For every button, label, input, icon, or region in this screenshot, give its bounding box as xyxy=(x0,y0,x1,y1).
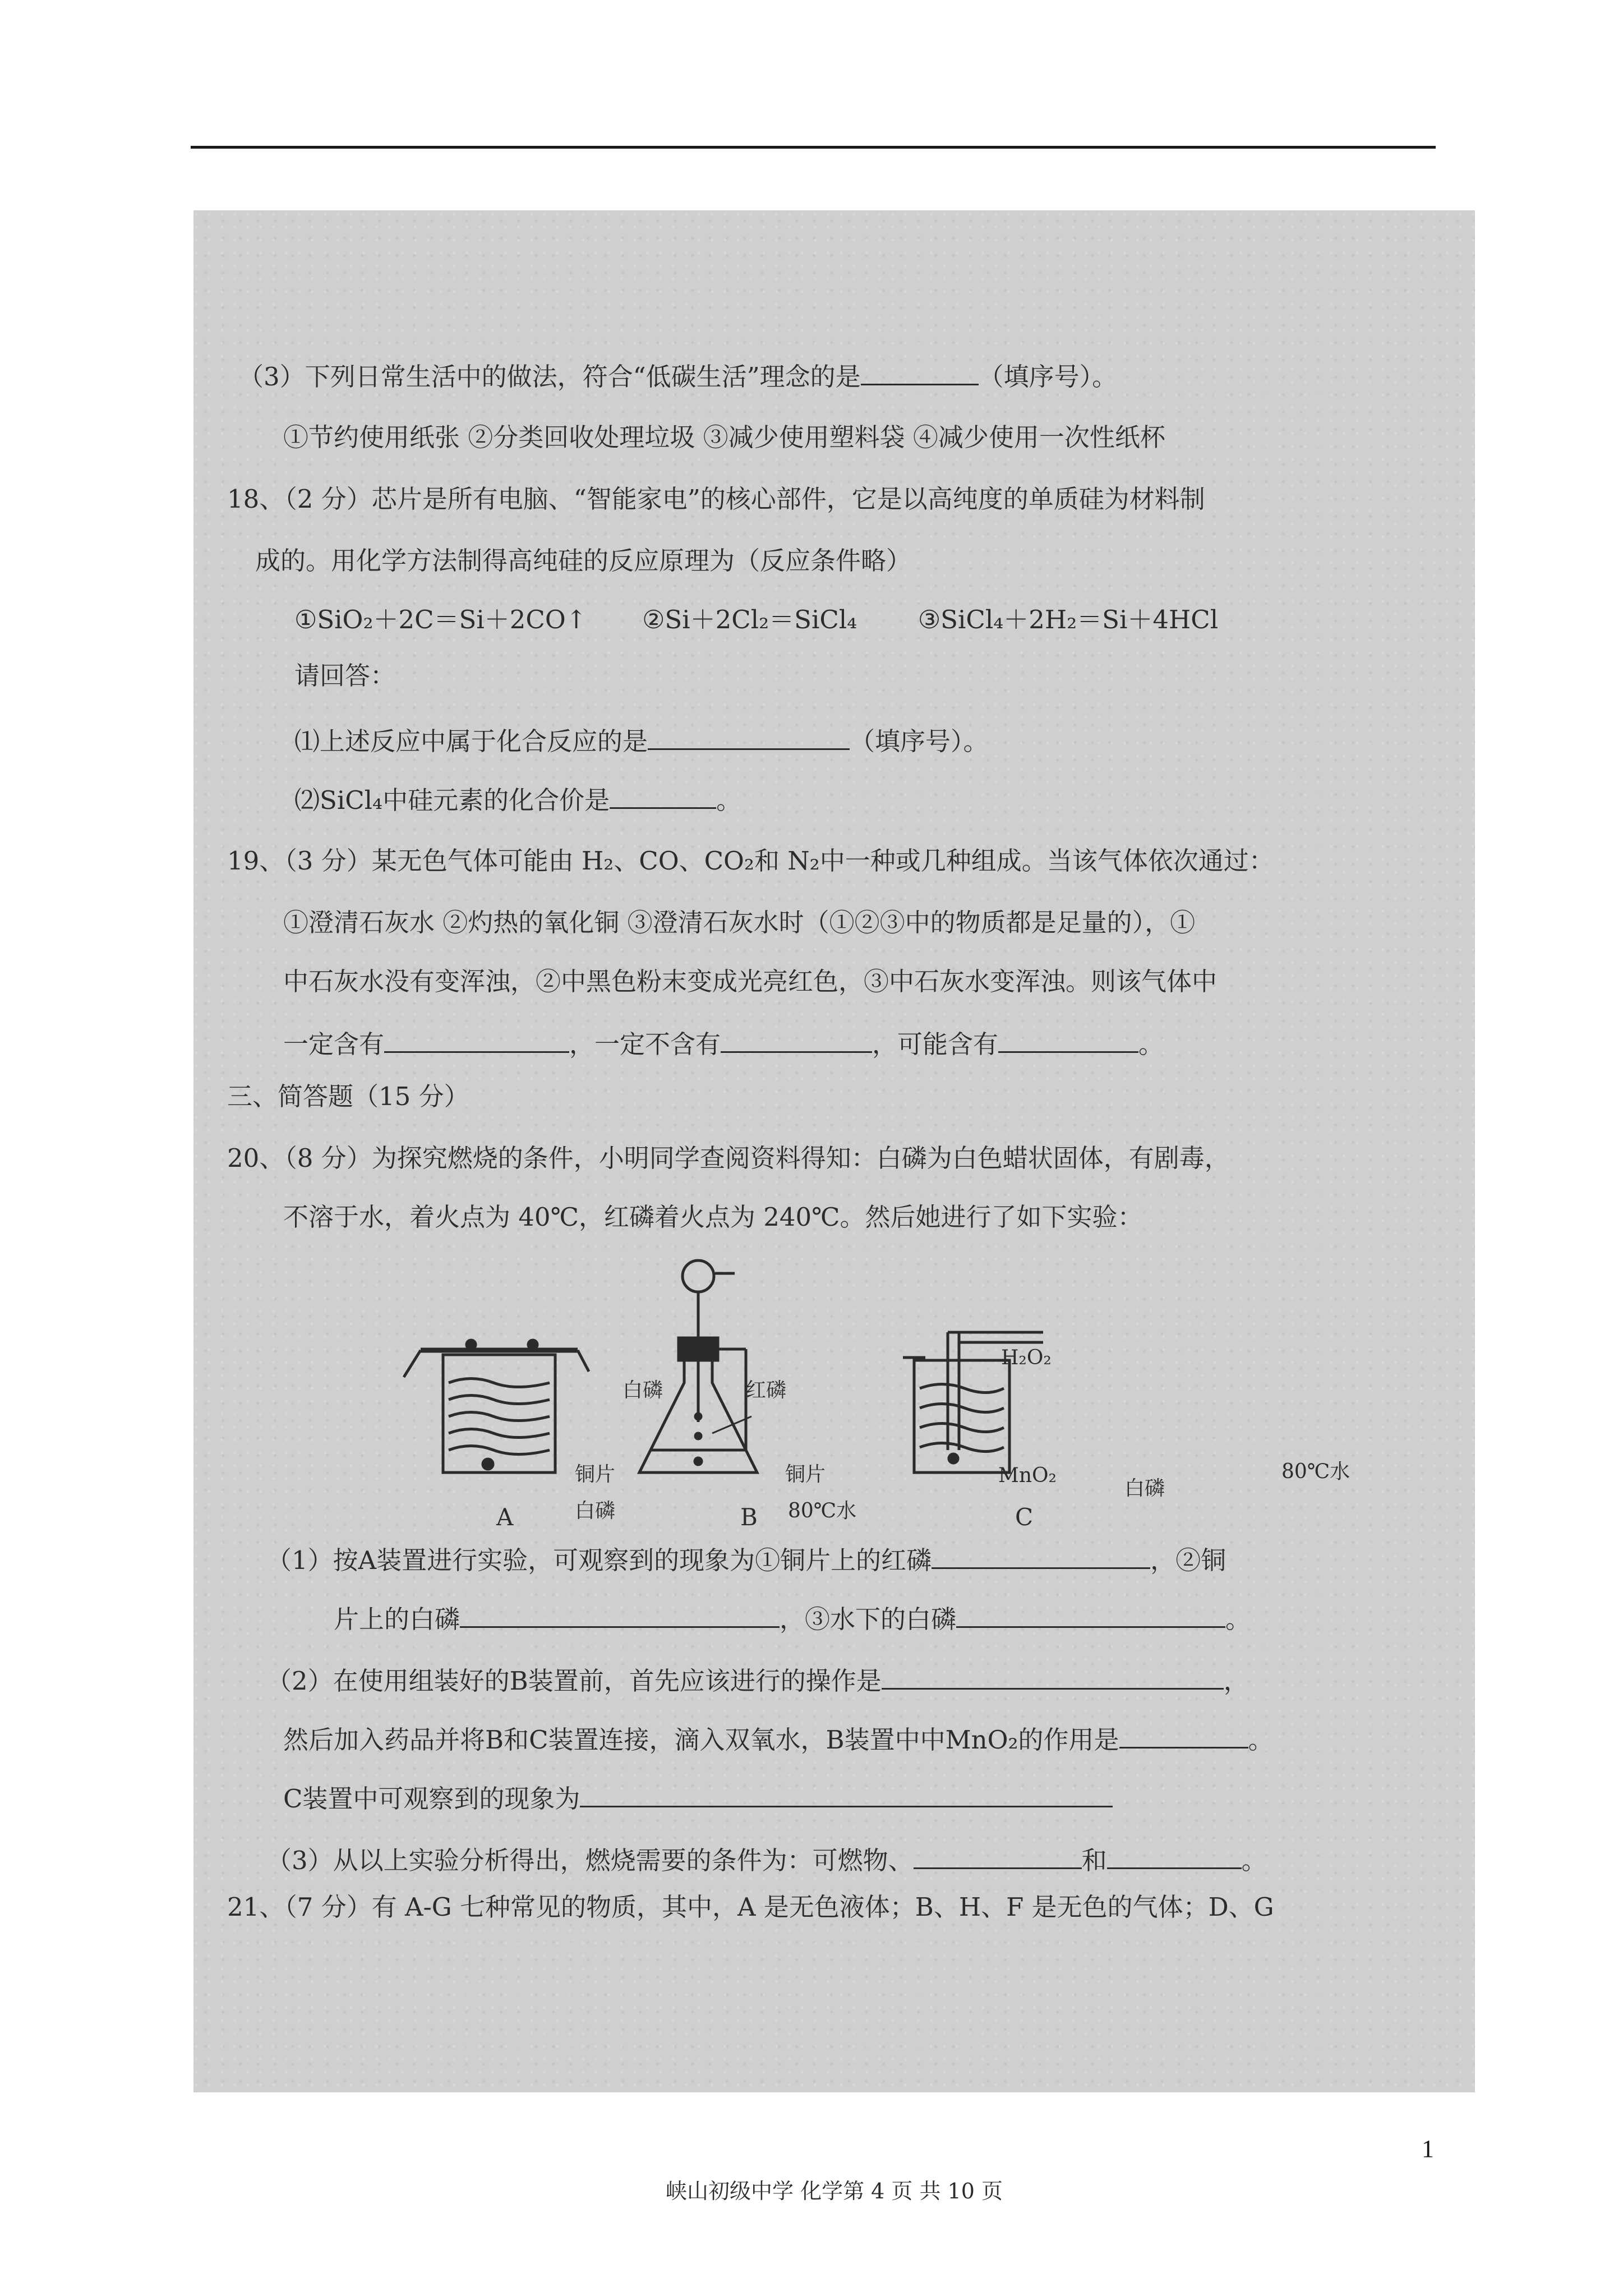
label-white-phosphorus-under: 白磷 xyxy=(575,1499,616,1522)
apparatus-b xyxy=(639,1260,757,1473)
q19-line2: ①澄清石灰水 ②灼热的氧化铜 ③澄清石灰水时（①②③中的物质都是足量的），① xyxy=(283,908,1196,937)
q20-sub3: （3）从以上实验分析得出，燃烧需要的条件为：可燃物、 和 。 xyxy=(266,1843,1267,1878)
q20-sub1-line1: （1）按A装置进行实验，可观察到的现象为①铜片上的红磷 ，②铜 xyxy=(266,1543,1226,1577)
q21-line1: 21、（7 分）有 A-G 七种常见的物质，其中，A 是无色液体；B、H、F 是无色的气体；D、G xyxy=(227,1892,1274,1922)
apparatus-a xyxy=(404,1340,589,1473)
label-water-a: 80℃水 xyxy=(788,1499,857,1522)
q19-line1: 19、（3 分）某无色气体可能由 H₂、CO、CO₂和 N₂中一种或几种组成。当该气体依次通过： xyxy=(227,846,1274,876)
q18-equations xyxy=(294,603,1218,637)
q20-sub2-line2: 然后加入药品并将B和C装置连接，滴入双氧水，B装置中中MnO₂的作用是 。 xyxy=(283,1722,1274,1757)
q19-line3: 中石灰水没有变浑浊，②中黑色粉末变成光亮红色，③中石灰水变浑浊。则该气体中 xyxy=(283,967,1218,996)
section-heading: 三、简答题（15 分） xyxy=(227,1082,469,1111)
q18-prompt: 请回答： xyxy=(294,661,396,691)
q20-line1: 20、（8 分）为探究燃烧的条件，小明同学查阅资料得知：白磷为白色蜡状固体，有剧毒， xyxy=(227,1143,1230,1173)
q17-3-line: （3）下列日常生活中的做法，符合“低碳生活”理念的是 （填序号）。 xyxy=(238,359,1117,394)
equation-1: ①SiO₂＋2C＝Si＋2CO↑ xyxy=(294,605,587,634)
label-white-phosphorus-c: 白磷 xyxy=(1124,1477,1165,1500)
page-footer: 峡山初级中学 化学第 4 页 共 10 页 xyxy=(665,2179,1003,2203)
q18-line2: 成的。用化学方法制得高纯硅的反应原理为（反应条件略） xyxy=(255,546,912,576)
q20-sub1-line2: 片上的白磷 ，③水下的白磷 。 xyxy=(334,1602,1251,1636)
figure-label-c: C xyxy=(1015,1503,1034,1531)
label-white-phosphorus: 白磷 xyxy=(623,1379,663,1402)
apparatus-figure xyxy=(387,1248,1350,1522)
q20-sub2-line3: C装置中可观察到的现象为 xyxy=(283,1781,1113,1816)
header-rule xyxy=(191,146,1436,149)
label-copper-left: 铜片 xyxy=(575,1463,616,1486)
label-red-phosphorus: 红磷 xyxy=(746,1379,787,1402)
q20-line2: 不溶于水，着火点为 40℃，红磷着火点为 240℃。然后她进行了如下实验： xyxy=(283,1202,1143,1232)
figure-label-a: A xyxy=(496,1503,514,1531)
q19-line4: 一定含有 ，一定不含有 ，可能含有 。 xyxy=(283,1027,1164,1061)
label-water-c: 80℃水 xyxy=(1281,1460,1350,1483)
scanned-exam-page xyxy=(193,210,1475,2203)
label-mno2: MnO₂ xyxy=(998,1464,1057,1487)
page-number: 1 xyxy=(1422,2135,1434,2162)
q18-sub1: ⑴上述反应中属于化合反应的是 （填序号）。 xyxy=(294,724,989,758)
q18-line1: 18、（2 分）芯片是所有电脑、“智能家电”的核心部件，它是以高纯度的单质硅为材料制 xyxy=(227,484,1205,514)
equation-3: ③SiCl₄＋2H₂＝Si＋4HCl xyxy=(917,605,1219,634)
q20-sub2-line1: （2）在使用组装好的B装置前，首先应该进行的操作是 ， xyxy=(266,1663,1249,1698)
figure-label-b: B xyxy=(740,1503,758,1531)
label-h2o2: H₂O₂ xyxy=(1001,1346,1052,1369)
q18-sub2: ⑵SiCl₄中硅元素的化合价是 。 xyxy=(294,783,741,817)
equation-2: ②Si＋2Cl₂＝SiCl₄ xyxy=(642,605,857,634)
label-copper-right: 铜片 xyxy=(785,1463,826,1486)
q17-3-options: ①节约使用纸张 ②分类回收处理垃圾 ③减少使用塑料袋 ④减少使用一次性纸杯 xyxy=(283,422,1165,452)
